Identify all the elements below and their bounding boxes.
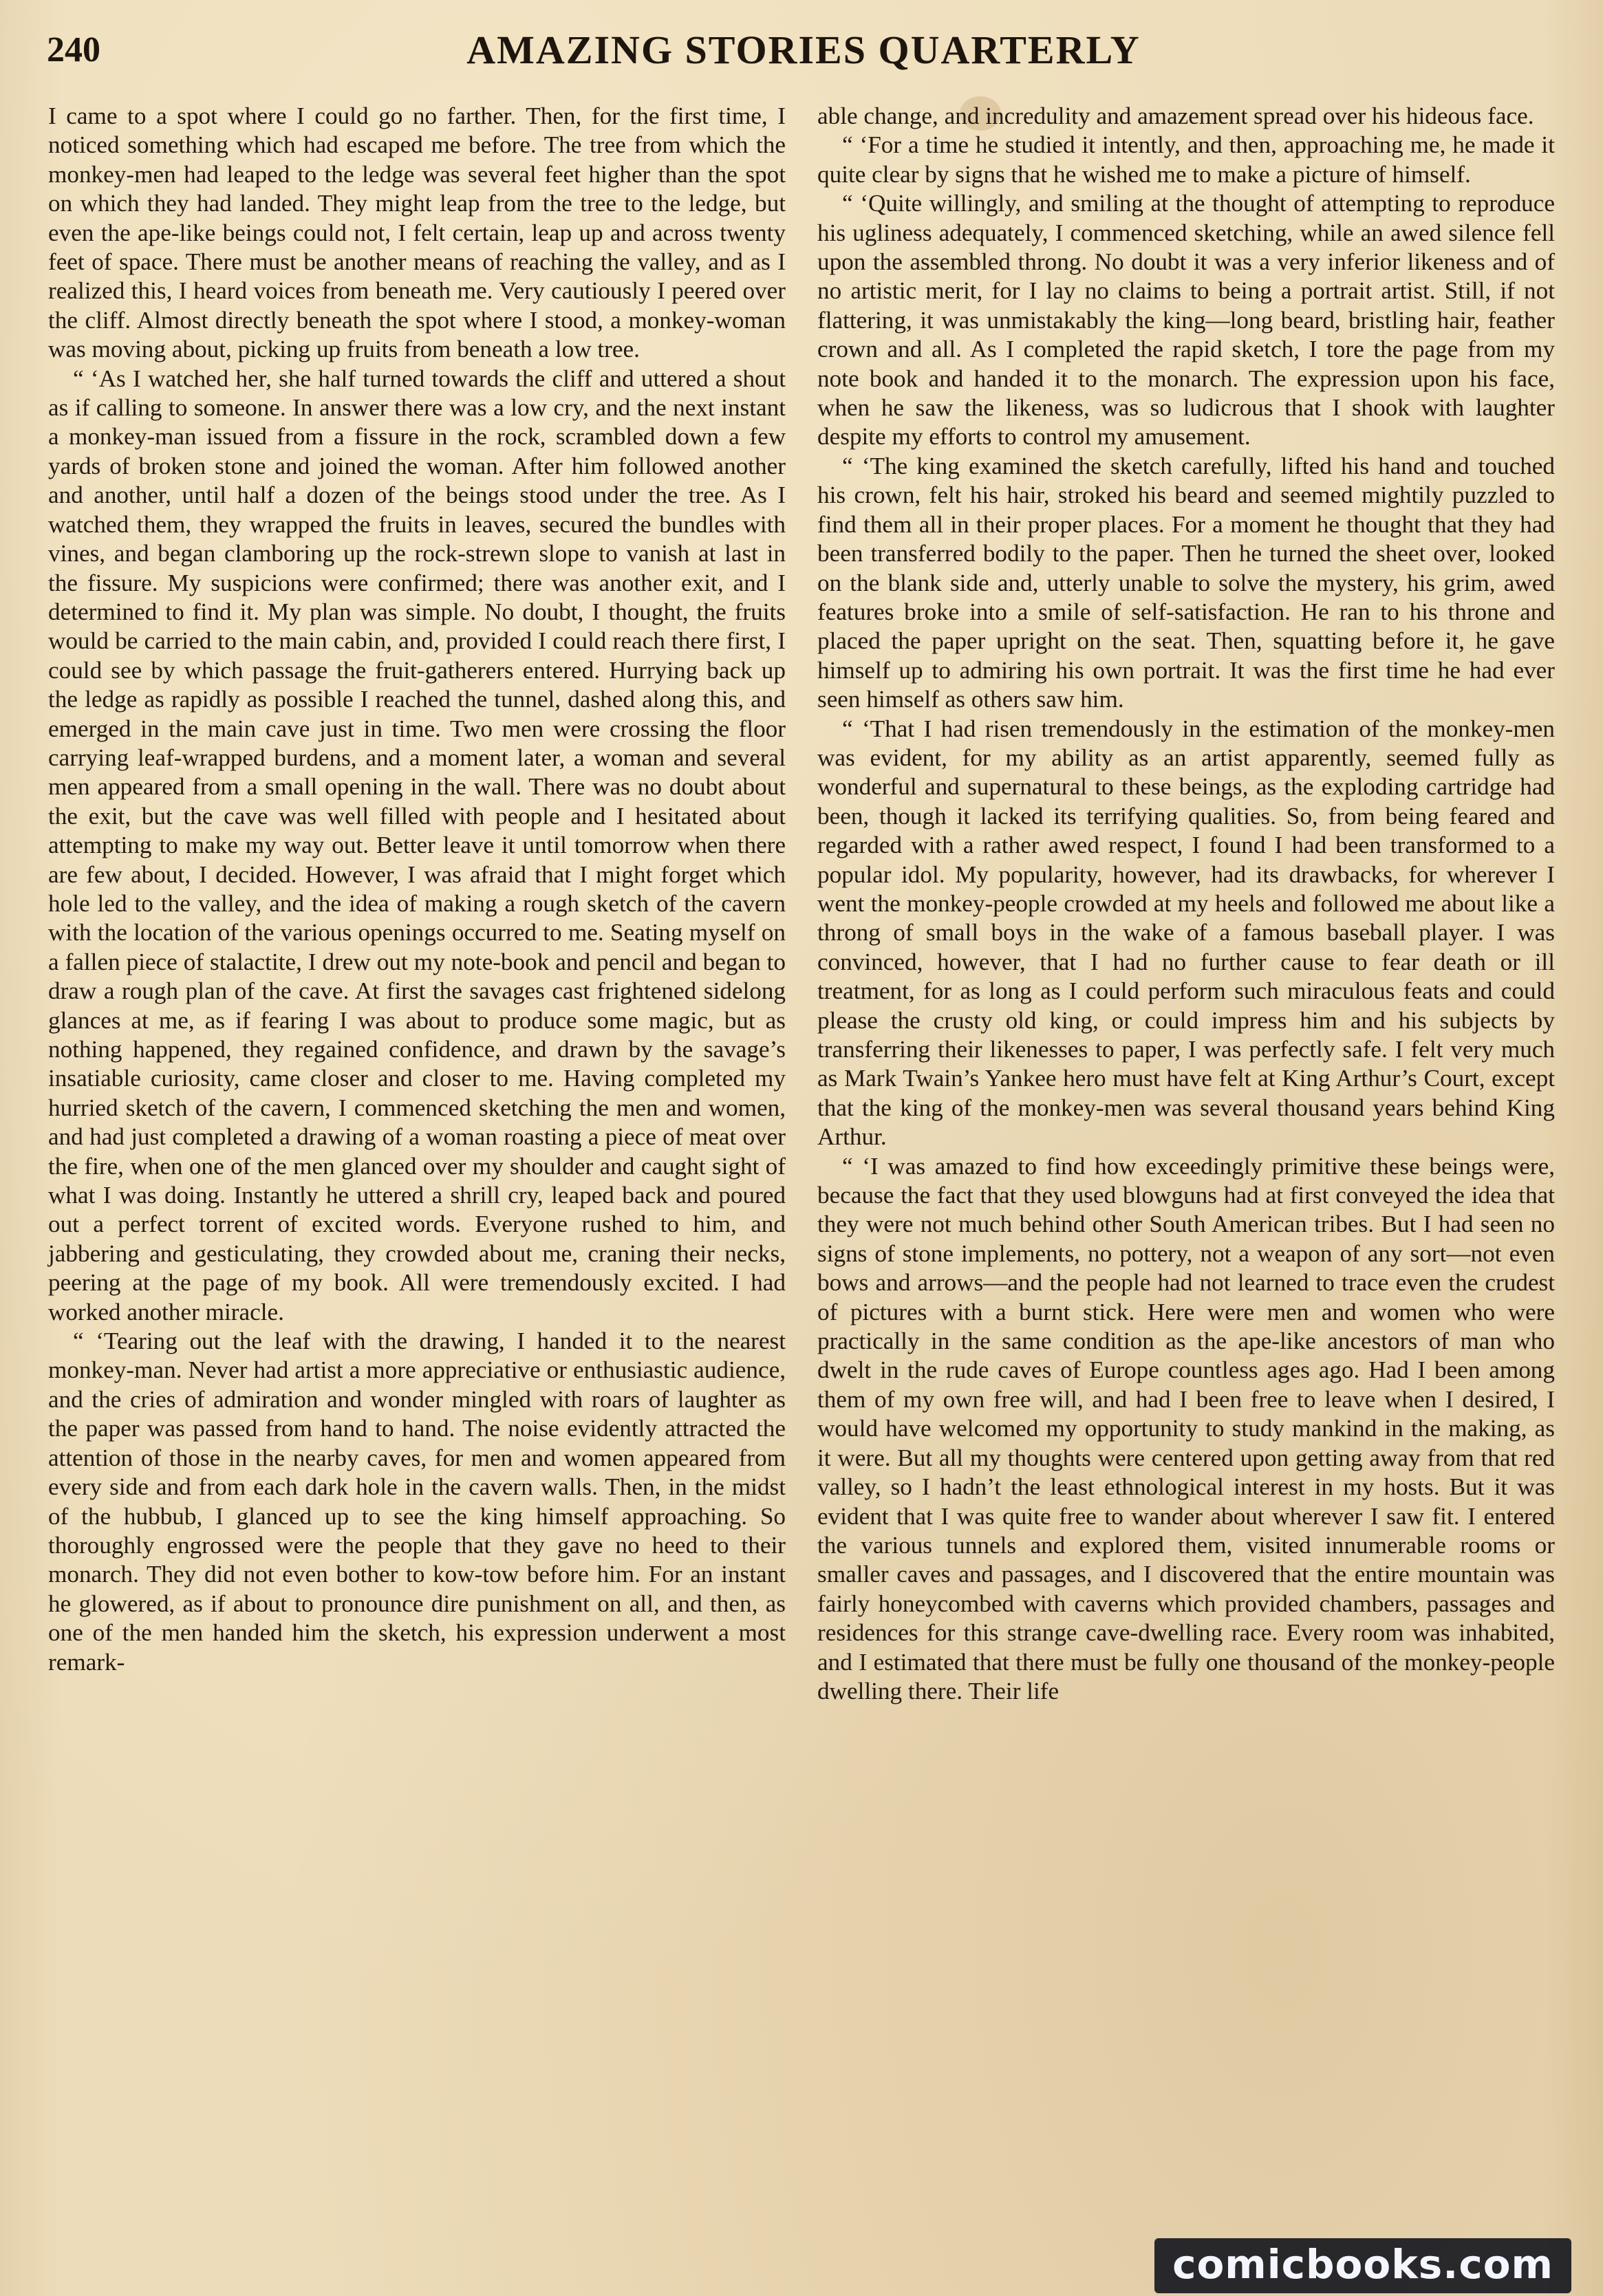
right-text-column <box>817 102 1555 1706</box>
paragraph: “ ‘That I had risen tremendously in the estimation of the monkey-men was evident, for my ability as an artist apparently, seemed fully as wonderful and supernatural to these beings, as the exploding cartridge had been, though it lacked its terrifying qualities. So, from being feared and regarded with a rather awed respect, I found I had been transformed to a popular idol. My popularity, however, had its drawbacks, for wherever I went the monkey-people crowded at my heels and followed me about like a throng of small boys in the wake of a famous baseball player. I was convinced, however, that I had no further cause to fear death or ill treatment, for as long as I could perform such miraculous feats and could please the crusty old king, or could impress him and his subjects by transferring their likenesses to paper, I was perfectly safe. I felt very much as Mark Twain’s Yankee hero must have felt at King Arthur’s Court, except that the king of the monkey-men was several thousand years behind King Arthur. <box>817 715 1555 1151</box>
paragraph: “ ‘As I watched her, she half turned towards the cliff and uttered a shout as if calling to someone. In answer there was a low cry, and the next instant a monkey-man issued from a fissure in the rock, scrambled down a few yards of broken stone and joined the woman. After him followed another and another, until half a dozen of the beings stood under the tree. As I watched them, they wrapped the fruits in leaves, secured the bundles with vines, and began clamboring up the rock-strewn slope to vanish at last in the fissure. My suspicions were confirmed; there was another exit, and I determined to find it. My plan was simple. No doubt, I thought, the fruits would be carried to the main cabin, and, provided I could reach there first, I could see by which passage the fruit-gatherers entered. Hurrying back up the ledge as rapidly as possible I reached the tunnel, dashed along this, and emerged in the main cave just in time. Two men were crossing the floor carrying leaf-wrapped burdens, and a moment later, a woman and several men appeared from a small opening in the wall. There was no doubt about the exit, but the cave was well filled with people and I hesitated about attempting to make my way out. Better leave it until tomorrow when there are few about, I decided. However, I was afraid that I might forget which hole led to the valley, and the idea of making a rough sketch of the cavern with the location of the various openings occurred to me. Seating myself on a fallen piece of stalactite, I drew out my note-book and pencil and began to draw a rough plan of the cave. At first the savages cast frightened sidelong glances at me, as if fearing I was about to produce some magic, but as nothing happened, they regained confidence, and drawn by the savage’s insatiable curiosity, came closer and closer to me. Having completed my hurried sketch of the cavern, I commenced sketching the men and women, and had just completed a drawing of a woman roasting a piece of meat over the fire, when one of the men glanced over my shoulder and caught sight of what I was doing. Instantly he uttered a shrill cry, leaped back and poured out a perfect torrent of excited words. Everyone rushed to him, and jabbering and gesticulating, they crowded about me, craning their necks, peering at the page of my book. All were tremendously excited. I had worked another miracle. <box>48 365 786 1325</box>
magazine-title: AMAZING STORIES QUARTERLY <box>466 28 1141 72</box>
page-header <box>47 26 1560 74</box>
paragraph: “ ‘I was amazed to find how exceedingly primitive these beings were, because the fact that they used blowguns had at first conveyed the idea that they were not much behind other South American tribes. But I had seen no signs of stone implements, no pottery, not a weapon of any sort—not even bows and arrows—and the people had not learned to trace even the crudest of pictures with a burnt stick. Here were men and women who were practically in the same condition as the ape-like ancestors of man who dwelt in the rude caves of Europe countless ages ago. Had I been among them of my own free will, and had I been free to leave when I desired, I would have welcomed my opportunity to study mankind in the making, as it were. But all my thoughts were centered upon getting away from that red valley, so I hadn’t the least ethnological interest in my hosts. But it was evident that I was quite free to wander about wherever I saw fit. I entered the various tunnels and explored them, visited innumerable rooms or smaller caves and passages, and I discovered that the entire mountain was fairly honeycombed with caverns which provided chambers, passages and residences for this strange cave-dwelling race. Every room was inhabited, and I estimated that there must be fully one thousand of the monkey-people dwelling there. Their life <box>817 1152 1555 1704</box>
page-number: 240 <box>47 30 100 69</box>
paragraph: “ ‘The king examined the sketch carefully, lifted his hand and touched his crown, felt his hair, stroked his beard and seemed mightily puzzled to find them all in their proper places. For a moment he thought that they had been transferred bodily to the paper. Then he turned the sheet over, looked on the blank side and, utterly unable to solve the mystery, his grim, awed features broke into a smile of self-satisfaction. He ran to his throne and placed the paper upright on the seat. Then, squatting before it, he gave himself up to admiring his own portrait. It was the first time he had ever seen himself as others saw him. <box>817 452 1555 713</box>
left-text-column <box>48 102 786 1677</box>
paragraph: “ ‘For a time he studied it intently, and then, approaching me, he made it quite clear by signs that he wished me to make a picture of himself. <box>817 131 1555 188</box>
site-watermark: comicbooks.com <box>1154 2238 1571 2293</box>
paragraph: “ ‘Tearing out the leaf with the drawing, I handed it to the nearest monkey-man. Never had artist a more appreciative or enthusiastic audience, and the cries of admiration and wonder mingled with roars of laughter as the paper was passed from hand to hand. The noise evidently attracted the attention of those in the nearby caves, for men and women appeared from every side and from each dark hole in the cavern walls. Then, in the midst of the hubbub, I glanced up to see the king himself approaching. So thoroughly engrossed were the people that they gave no heed to their monarch. They did not even bother to kow-tow before him. For an instant he glowered, as if about to pronounce dire punishment on all, and then, as one of the men handed him the sketch, his expression underwent a most remark- <box>48 1328 786 1676</box>
paragraph: “ ‘Quite willingly, and smiling at the thought of attempting to reproduce his ugliness adequately, I commenced sketching, while an awed silence fell upon the assembled throng. No doubt it was a very inferior likeness and of no artistic merit, for I lay no claims to being a portrait artist. Still, if not flattering, it was unmistakably the king—long beard, bristling hair, feather crown and all. As I completed the rapid sketch, I tore the page from my note book and handed it to the monarch. The expression upon his face, when he saw the likeness, was so ludicrous that I shook with laughter despite my efforts to control my amusement. <box>817 190 1555 451</box>
paragraph: I came to a spot where I could go no farther. Then, for the first time, I noticed something which had escaped me before. The tree from which the monkey-men had leaped to the ledge was several feet higher than the spot on which they had landed. They might leap from the tree to the ledge, but even the ape-like beings could not, I felt certain, leap up and across twenty feet of space. There must be another means of reaching the valley, and as I realized this, I heard voices from beneath me. Very cautiously I peered over the cliff. Almost directly beneath the spot where I stood, a monkey-woman was moving about, picking up fruits from beneath a low tree. <box>48 102 786 363</box>
paragraph: able change, and incredulity and amazement spread over his hideous face. <box>817 102 1534 129</box>
